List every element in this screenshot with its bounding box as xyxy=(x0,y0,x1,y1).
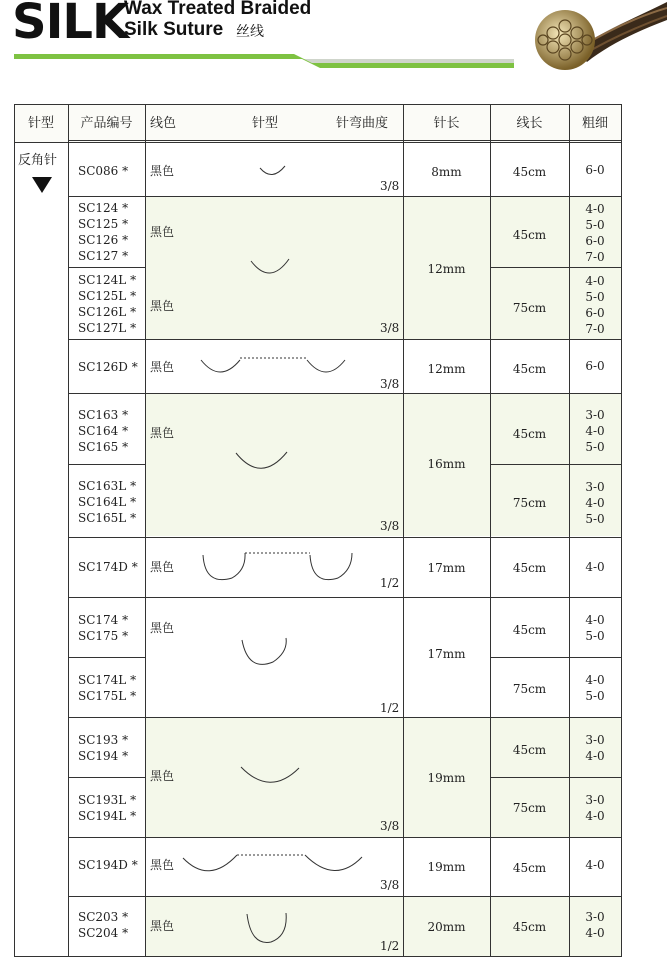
product-code: SC193 * xyxy=(78,733,129,747)
size: 4-0 xyxy=(585,560,605,574)
brand-title: SILK xyxy=(12,0,129,50)
col-needle-type: 针型 xyxy=(27,116,54,131)
size: 4-0 xyxy=(585,749,605,763)
needle-length: 12mm xyxy=(427,362,466,376)
thread-color: 黑色 xyxy=(150,426,175,440)
size: 4-0 xyxy=(585,673,605,687)
thread-length: 45cm xyxy=(512,920,547,934)
thread-length: 45cm xyxy=(512,165,547,179)
product-code: SC165 * xyxy=(78,440,129,454)
col-needle-curve: 针弯曲度 xyxy=(336,116,389,131)
product-code: SC125L * xyxy=(78,289,137,303)
product-code: SC126L * xyxy=(78,305,137,319)
needle-category: 反角针 xyxy=(18,153,58,168)
thread-length: 45cm xyxy=(512,861,547,875)
col-product-code: 产品编号 xyxy=(80,116,133,131)
product-code: SC174L * xyxy=(78,673,137,687)
needle-curve-icon xyxy=(260,166,285,175)
thread-color: 黑色 xyxy=(150,919,175,933)
needle-length: 20mm xyxy=(427,920,466,934)
product-code: SC193L * xyxy=(78,793,137,807)
size: 3-0 xyxy=(585,733,605,747)
needle-curve: 3/8 xyxy=(380,878,400,892)
size: 7-0 xyxy=(585,250,605,264)
thread-length: 75cm xyxy=(512,682,547,696)
product-code: SC174 * xyxy=(78,613,129,627)
thread-color: 黑色 xyxy=(150,164,175,178)
subtitle-line2: Silk Suture xyxy=(124,19,224,40)
needle-curve: 3/8 xyxy=(380,179,400,193)
thread-color: 黑色 xyxy=(150,225,175,239)
product-code: SC165L * xyxy=(78,511,137,525)
product-code: SC124L * xyxy=(78,273,137,287)
subtitle-cn: 丝线 xyxy=(236,24,264,40)
product-code: SC163L * xyxy=(78,479,137,493)
size: 3-0 xyxy=(585,910,605,924)
size: 5-0 xyxy=(585,218,605,232)
product-code: SC194 * xyxy=(78,749,129,763)
needle-curve: 3/8 xyxy=(380,377,400,391)
size: 7-0 xyxy=(585,322,605,336)
col-size: 粗细 xyxy=(581,116,608,131)
needle-length: 16mm xyxy=(427,457,466,471)
thread-length: 45cm xyxy=(512,228,547,242)
size: 4-0 xyxy=(585,926,605,940)
product-code: SC125 * xyxy=(78,217,129,231)
needle-curve: 3/8 xyxy=(380,519,400,533)
needle-curve: 3/8 xyxy=(380,321,400,335)
thread-color: 黑色 xyxy=(150,858,175,872)
needle-curve: 1/2 xyxy=(380,701,400,715)
size: 3-0 xyxy=(585,408,605,422)
size: 5-0 xyxy=(585,689,605,703)
thread-length: 75cm xyxy=(512,301,547,315)
product-code: SC175 * xyxy=(78,629,129,643)
thread-length: 75cm xyxy=(512,801,547,815)
needle-length: 17mm xyxy=(427,561,466,575)
size: 4-0 xyxy=(585,858,605,872)
thread-color: 黑色 xyxy=(150,299,175,313)
size: 5-0 xyxy=(585,290,605,304)
size: 4-0 xyxy=(585,202,605,216)
size: 6-0 xyxy=(585,306,605,320)
size: 4-0 xyxy=(585,613,605,627)
product-code: SC127L * xyxy=(78,321,137,335)
needle-length: 17mm xyxy=(427,647,466,661)
size: 4-0 xyxy=(585,274,605,288)
size: 3-0 xyxy=(585,793,605,807)
thread-color: 黑色 xyxy=(150,621,175,635)
thread-length: 45cm xyxy=(512,743,547,757)
product-code: SC126 * xyxy=(78,233,129,247)
product-code: SC174D * xyxy=(78,560,138,574)
product-code: SC163 * xyxy=(78,408,129,422)
product-code: SC175L * xyxy=(78,689,137,703)
thread-color: 黑色 xyxy=(150,560,175,574)
needle-curve: 1/2 xyxy=(380,939,400,953)
thread-length: 45cm xyxy=(512,362,547,376)
size: 6-0 xyxy=(585,163,605,177)
product-code: SC203 * xyxy=(78,910,129,924)
size: 4-0 xyxy=(585,809,605,823)
thread-length: 45cm xyxy=(512,623,547,637)
product-code: SC194D * xyxy=(78,858,138,872)
size: 5-0 xyxy=(585,512,605,526)
size: 3-0 xyxy=(585,480,605,494)
thread-color: 黑色 xyxy=(150,769,175,783)
size: 5-0 xyxy=(585,629,605,643)
col-needle-shape: 针型 xyxy=(252,116,279,131)
subtitle-line1: Wax Treated Braided xyxy=(124,0,312,19)
size: 4-0 xyxy=(585,496,605,510)
product-code: SC086 * xyxy=(78,164,129,178)
col-needle-length: 针长 xyxy=(433,116,460,131)
product-code: SC124 * xyxy=(78,201,129,215)
needle-curve-icon xyxy=(242,638,286,664)
needle-length: 12mm xyxy=(427,262,466,276)
size: 5-0 xyxy=(585,440,605,454)
product-code: SC127 * xyxy=(78,249,129,263)
product-code: SC204 * xyxy=(78,926,129,940)
needle-length: 19mm xyxy=(427,771,466,785)
size: 6-0 xyxy=(585,359,605,373)
thread-color: 黑色 xyxy=(150,360,175,374)
size: 6-0 xyxy=(585,234,605,248)
category-triangle-icon xyxy=(32,177,52,193)
thread-length: 45cm xyxy=(512,427,547,441)
product-code: SC164 * xyxy=(78,424,129,438)
double-needle-icon xyxy=(201,360,345,372)
double-needle-icon xyxy=(183,855,362,871)
needle-curve: 1/2 xyxy=(380,576,400,590)
size: 4-0 xyxy=(585,424,605,438)
product-code: SC164L * xyxy=(78,495,137,509)
needle-length: 19mm xyxy=(427,860,466,874)
product-code: SC126D * xyxy=(78,360,138,374)
product-code: SC194L * xyxy=(78,809,137,823)
col-thread-length: 线长 xyxy=(516,116,543,131)
thread-length: 75cm xyxy=(512,496,547,510)
thread-length: 45cm xyxy=(512,561,547,575)
needle-curve: 3/8 xyxy=(380,819,400,833)
needle-length: 8mm xyxy=(431,165,462,179)
double-needle-icon xyxy=(203,553,352,580)
col-thread-color: 线色 xyxy=(150,116,177,131)
